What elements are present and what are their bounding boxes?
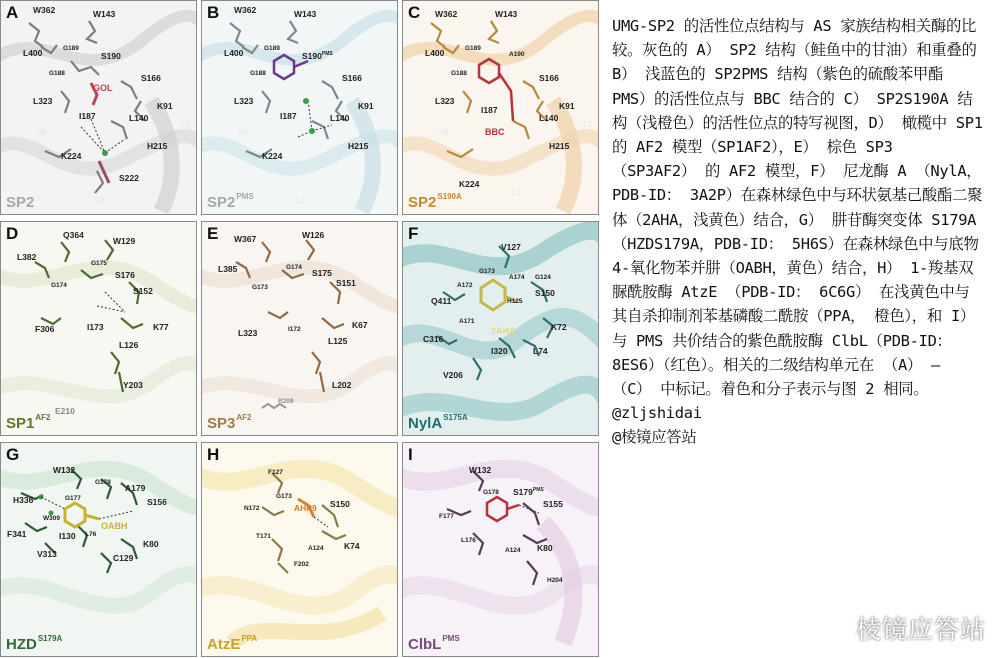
ss-label: L3 [511, 187, 521, 197]
panel-c [402, 0, 599, 215]
panel-b-title: $SP2^{PMS}$ [207, 192, 254, 211]
residue-label: G175 [91, 260, 107, 267]
residue-label: S156 [147, 497, 167, 507]
residue-label: W132 [53, 465, 76, 475]
residue-label: L202 [332, 380, 352, 390]
residue-label: L323 [238, 328, 258, 338]
residue-label: I187 [280, 111, 297, 121]
residue-label: T171 [256, 533, 271, 540]
residue-label: R209 [278, 398, 294, 405]
residue-label: Q411 [431, 296, 452, 306]
residue-label: A172 [457, 282, 473, 289]
residue-label: F306 [35, 324, 55, 334]
panel-c-letter: C [408, 3, 421, 22]
residue-label: G188 [250, 70, 266, 77]
residue-label: W362 [234, 5, 257, 15]
panel-g-structure [1, 443, 197, 657]
residue-label: I187 [481, 105, 498, 115]
residue-label: H215 [549, 141, 570, 151]
residue-label: C316 [423, 334, 444, 344]
panel-f [402, 221, 599, 436]
residue-label: F202 [294, 561, 309, 568]
residue-label: S222 [119, 173, 139, 183]
residue-label: G189 [465, 45, 481, 52]
panel-g [0, 442, 197, 657]
residue-label: K67 [352, 320, 368, 330]
residue-label: K80 [537, 543, 553, 553]
residue-label: AHP9 [294, 503, 317, 513]
panel-h-structure [202, 443, 398, 657]
residue-label: L125 [328, 336, 348, 346]
residue-label: S176 [115, 270, 135, 280]
residue-label: K224 [61, 151, 82, 161]
residue-label: $S190^{PMS}$ [302, 51, 333, 61]
residue-label: C129 [113, 553, 134, 563]
panel-f-letter: F [408, 224, 419, 243]
panel-i-title: ClbL$^{PMS}$ [408, 634, 460, 653]
residue-label: S166 [141, 73, 161, 83]
residue-label: A190 [509, 51, 525, 58]
residue-label: V127 [501, 242, 521, 252]
residue-label: H336 [13, 495, 34, 505]
residue-label: K224 [459, 179, 480, 189]
residue-label: I320 [491, 346, 508, 356]
ligand-label: 2AHA [491, 326, 516, 336]
credit-line: @zljshidai [612, 404, 702, 423]
residue-label: L74 [533, 346, 548, 356]
residue-label: S150 [330, 499, 350, 509]
residue-label: W367 [234, 234, 257, 244]
ss-label: α9 [238, 127, 248, 137]
residue-label: G189 [264, 45, 280, 52]
residue-label: A124 [505, 547, 521, 554]
residue-label: Q364 [63, 230, 84, 240]
residue-label: L400 [425, 48, 445, 58]
residue-label: F341 [7, 529, 27, 539]
residue-label: W362 [435, 9, 458, 19]
ss-label: L1 [181, 119, 191, 129]
residue-label: L382 [17, 252, 37, 262]
residue-label: S151 [336, 278, 356, 288]
residue-label: W129 [113, 236, 136, 246]
residue-label: W143 [294, 9, 317, 19]
residue-label: G173 [276, 493, 292, 500]
residue-label: S152 [133, 286, 153, 296]
residue-label: K72 [551, 322, 567, 332]
residue-label: S150 [535, 288, 555, 298]
ligand-label: OABH [101, 521, 128, 531]
residue-label: K74 [344, 541, 360, 551]
residue-label: S166 [342, 73, 362, 83]
panel-e-title: $SP3^{AF2}$ [207, 413, 252, 432]
panel-i-structure [403, 443, 599, 657]
panel-c-title: $SP2^{S190A}$ [408, 192, 462, 211]
panel-a-title: SP2 [6, 194, 35, 211]
residue-label: W362 [33, 5, 56, 15]
residue-label: I172 [288, 326, 301, 333]
residue-label: F177 [439, 513, 454, 520]
residue-label: A179 [125, 483, 146, 493]
residue-label: H125 [507, 298, 523, 305]
residue-label: S155 [543, 499, 563, 509]
residue-label: G173 [479, 268, 495, 275]
residue-label: K80 [143, 539, 159, 549]
panel-d-title: $SP1^{AF2}$ [6, 413, 51, 432]
residue-label: K91 [358, 101, 374, 111]
residue-label: L323 [33, 96, 53, 106]
panel-b [201, 0, 398, 215]
ligand-label: GOL [93, 83, 113, 93]
residue-label: I130 [59, 531, 76, 541]
residue-label: G188 [451, 70, 467, 77]
residue-label: W309 [43, 515, 60, 522]
residue-label: L323 [435, 96, 455, 106]
ss-label: L1 [583, 119, 593, 129]
panel-e [201, 221, 398, 436]
residue-label: K91 [157, 101, 173, 111]
residue-label: L140 [539, 113, 559, 123]
panel-a-letter: A [6, 3, 19, 22]
panel-g-title: $HZD^{S179A}$ [6, 634, 63, 653]
panel-b-letter: B [207, 3, 220, 22]
residue-label: L76 [85, 531, 97, 538]
residue-label: L140 [129, 113, 149, 123]
panel-i-letter: I [408, 445, 413, 464]
residue-label: S166 [539, 73, 559, 83]
residue-label: K77 [153, 322, 169, 332]
panel-e-letter: E [207, 224, 219, 243]
panel-a [0, 0, 197, 215]
residue-label: V206 [443, 370, 463, 380]
residue-label: G173 [252, 284, 268, 291]
credit-line: @棱镜应答站 [612, 428, 697, 447]
residue-label: L140 [330, 113, 350, 123]
ss-label: α9 [439, 127, 449, 137]
residue-label: H204 [547, 577, 563, 584]
residue-label: E210 [55, 406, 75, 416]
residue-label: G178 [483, 489, 499, 496]
panel-h-title: AtzE$^{PPA}$ [207, 634, 258, 653]
residue-label: L323 [234, 96, 254, 106]
residue-label: V313 [37, 549, 57, 559]
residue-label: L126 [119, 340, 139, 350]
residue-label: L400 [224, 48, 244, 58]
residue-label: K224 [262, 151, 283, 161]
residue-label: A174 [509, 274, 525, 281]
residue-label: F127 [268, 469, 283, 476]
residue-label: A171 [459, 318, 475, 325]
ss-label: L3 [296, 195, 306, 205]
residue-label: I187 [79, 111, 96, 121]
panel-d [0, 221, 197, 436]
residue-label: W143 [495, 9, 518, 19]
residue-label: W143 [93, 9, 116, 19]
residue-label: K91 [559, 101, 575, 111]
residue-label: Y203 [123, 380, 143, 390]
panel-f-title: NylA$^{S175A}$ [408, 413, 468, 432]
residue-label: N172 [244, 505, 260, 512]
residue-label: I173 [87, 322, 104, 332]
residue-label: $S179^{PMS}$ [513, 487, 544, 497]
ligand-label: BBC [485, 127, 505, 137]
residue-label: L400 [23, 48, 43, 58]
residue-label: A124 [308, 545, 324, 552]
panel-h-letter: H [207, 445, 220, 464]
watermark: 棱镜应答站 [855, 615, 986, 644]
residue-label: H215 [147, 141, 168, 151]
residue-label: G188 [49, 70, 65, 77]
residue-label: G189 [63, 45, 79, 52]
residue-label: L176 [461, 537, 476, 544]
panel-g-letter: G [6, 445, 20, 464]
residue-label: G174 [51, 282, 67, 289]
residue-label: S175 [312, 268, 332, 278]
residue-label: G178 [95, 479, 111, 486]
caption-text: UMG-SP2 的活性位点结构与 AS 家族结构相关酶的比较。灰色的 A） SP2 结构（鲑鱼中的甘油）和重叠的 B） 浅蓝色的 SP2PMS 结构（紫色的硫酸苯甲酯 PMS）的活性位点与 BBC 结合的 C） SP2S190A 结构（浅橙色）的活性位点的特写视图，D） 橄榄中 SP1 的 AF2 模型（SP1AF2），E） 棕色 SP3 （SP3AF2） 的 AF2 模型，F） 尼龙酶 A （NylA，PDB-ID： 3A2P）在森林绿色中与环状氨基己酸酯二聚体（2AHA，浅黄色）结合，G） 肼苷酶突变体 S179A （HZDS179A，PDB-ID： 5H6S）在森林绿色中与底物 4-氧化物苯并肼（OABH，黄色）结合，H） 1-羧基双脲酰胺酶 AtzE （PDB-ID： 6C6G） 在浅黄色中与其自杀抑制剂苯基磷酸二酰胺（PPA， 橙色），和 I）与 PMS 共价结合的紫色酰胺酶 ClbL（PDB-ID：8ES6）（红色）。相关的二级结构单元在 （A） – （C） 中标记。着色和分子表示与图 2 相同。 [612, 17, 983, 399]
residue-label: L385 [218, 264, 238, 274]
residue-label: G174 [286, 264, 302, 271]
residue-label: W126 [302, 230, 325, 240]
panel-d-letter: D [6, 224, 19, 243]
residue-label: W132 [469, 465, 492, 475]
residue-label: S190 [101, 51, 121, 61]
ss-label: L3 [95, 195, 105, 205]
ss-label: α9 [37, 127, 47, 137]
panel-i [402, 442, 599, 657]
residue-label: G177 [65, 495, 81, 502]
residue-label: G124 [535, 274, 551, 281]
panel-h [201, 442, 398, 657]
figure-caption [612, 14, 984, 450]
residue-label: H215 [348, 141, 369, 151]
